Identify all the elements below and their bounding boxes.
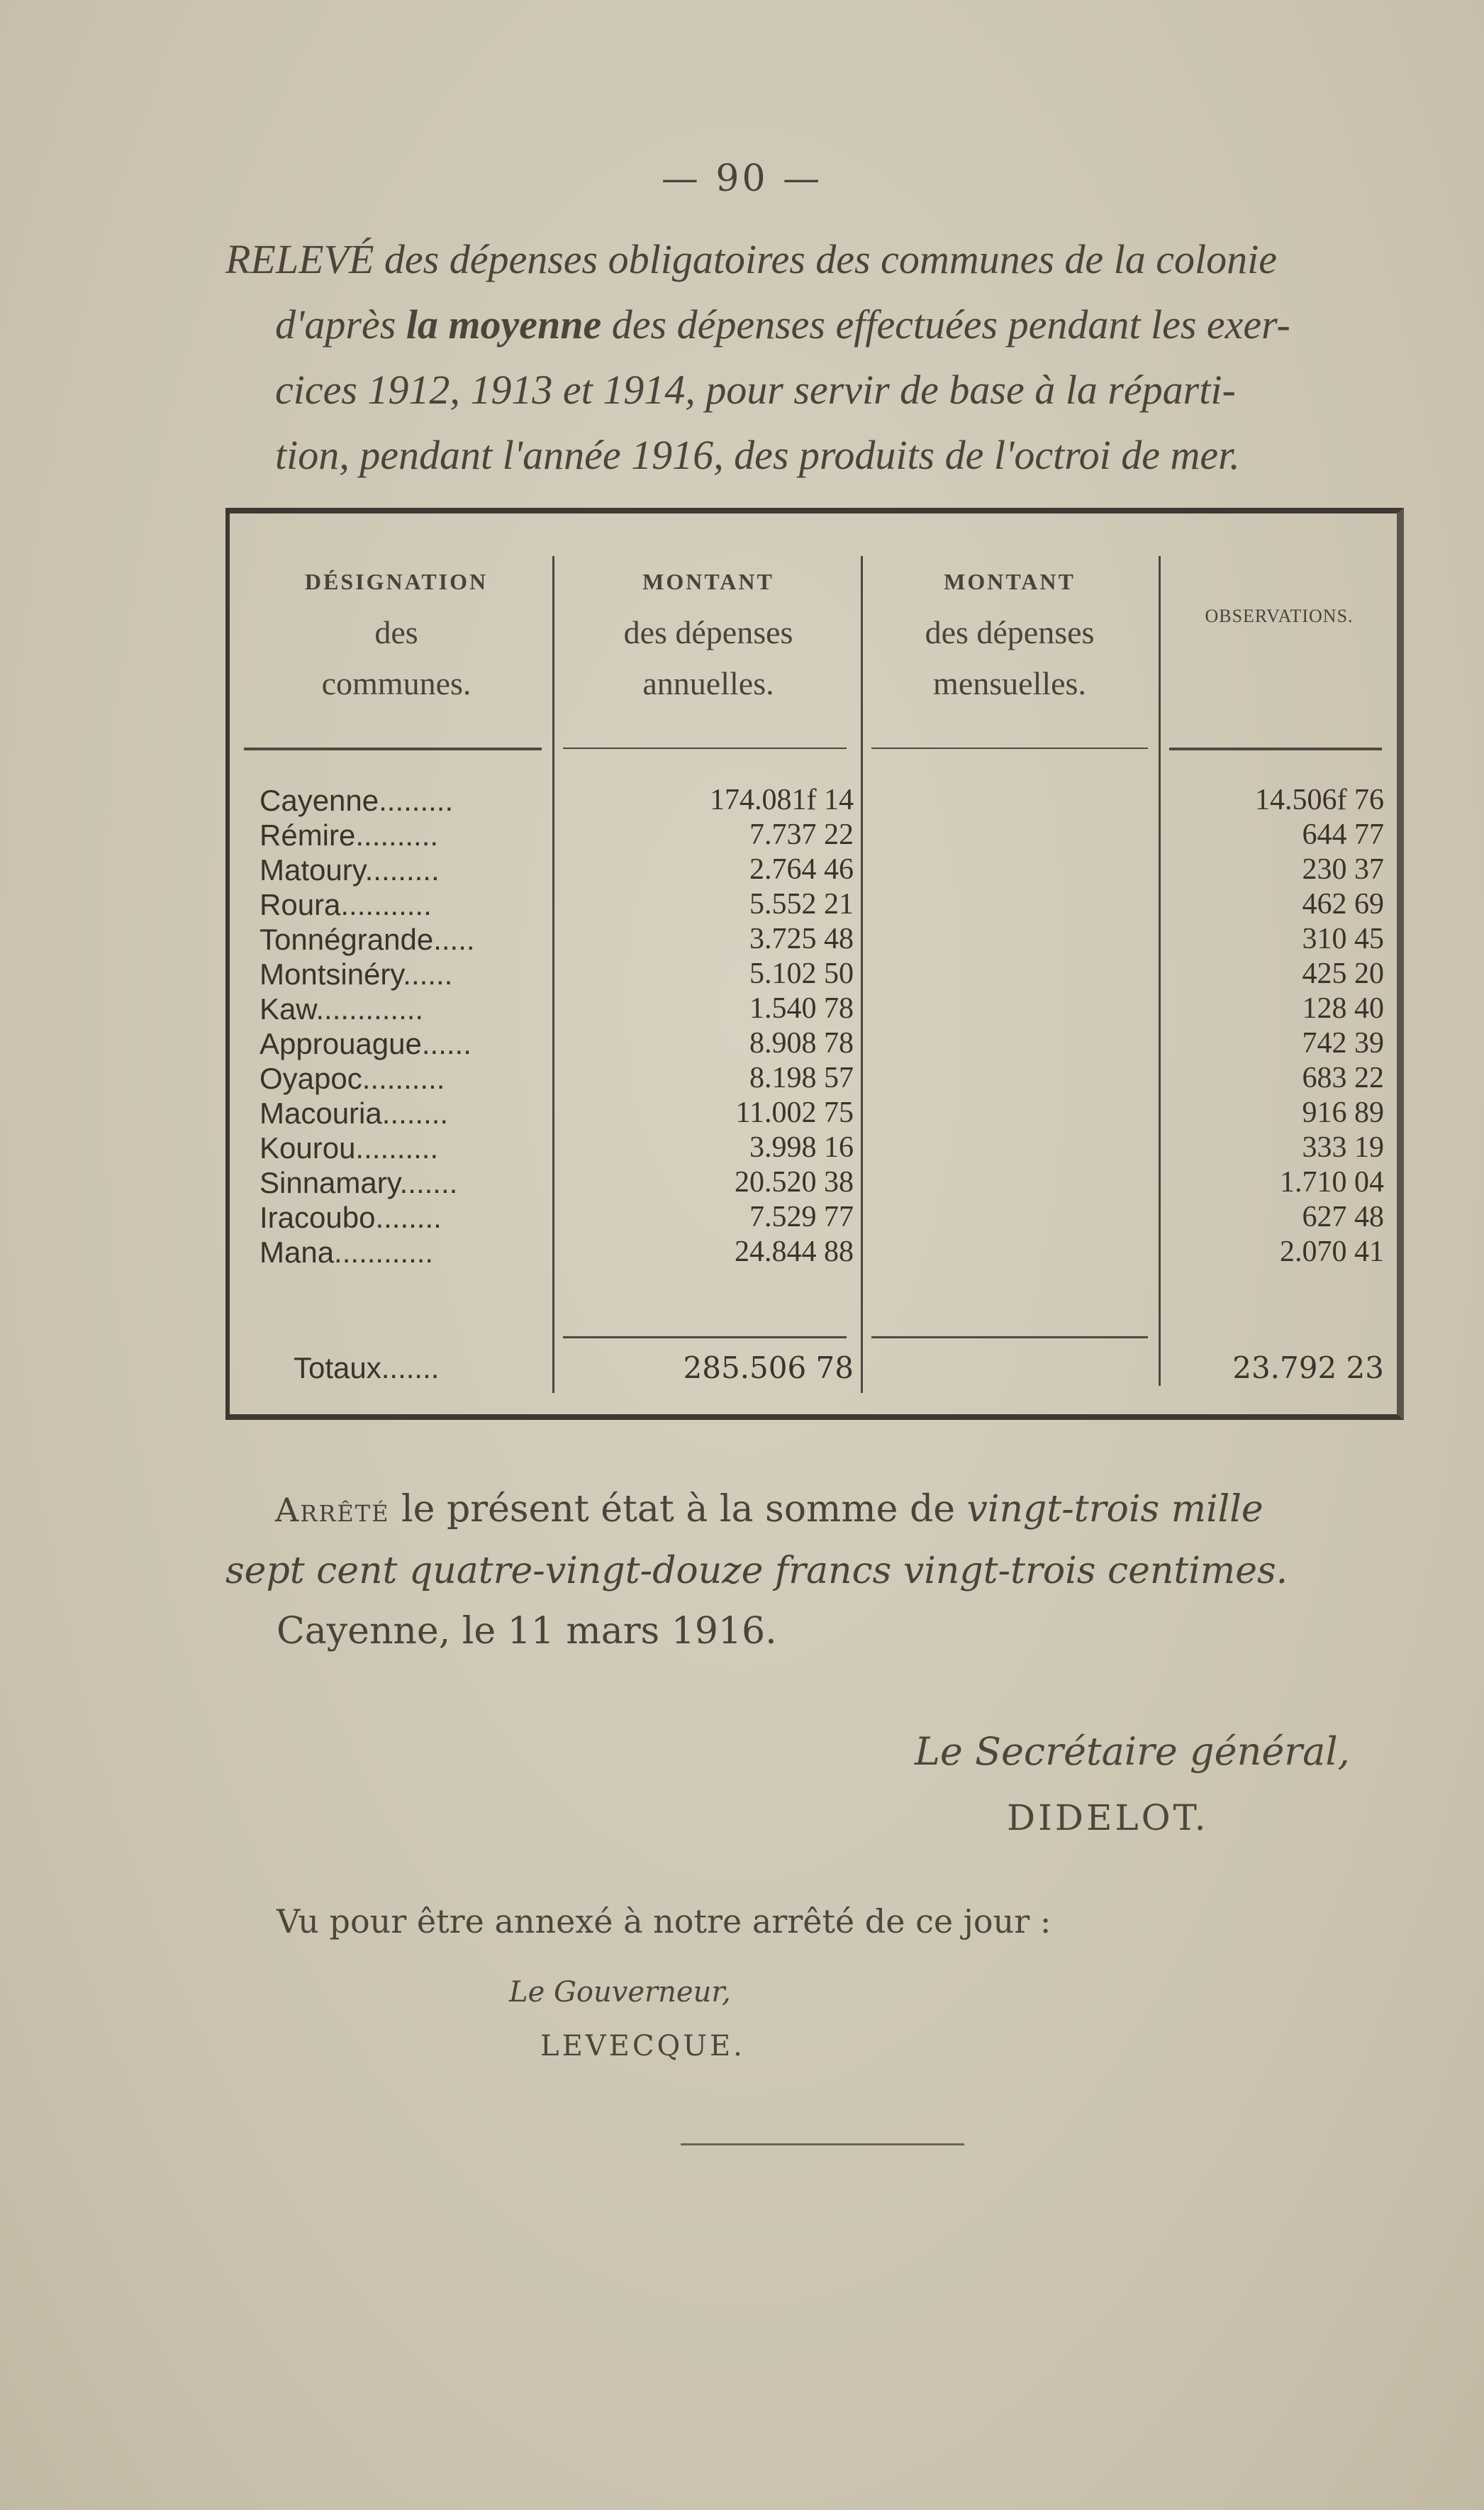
monthly-amount: 14.506f 76 <box>1255 784 1384 816</box>
annual-amount: 1.540 78 <box>749 992 854 1025</box>
commune-name: Cayenne......... <box>260 784 454 817</box>
totals-label: Totaux....... <box>294 1351 440 1384</box>
monthly-amount: 333 19 <box>1302 1131 1384 1164</box>
commune-name: Iracoubo........ <box>260 1201 442 1234</box>
totals-row <box>230 1347 1397 1389</box>
annual-amount: 174.081f 14 <box>710 784 854 816</box>
annual-amount: 3.998 16 <box>749 1131 854 1164</box>
annual-amount: 7.737 22 <box>749 818 854 851</box>
table-row <box>230 957 1397 992</box>
header-annual-1: MONTANT <box>642 569 774 594</box>
commune-name: Tonnégrande..... <box>260 923 475 956</box>
closing-text: le présent état à la somme de <box>389 1488 967 1531</box>
commune-name: Matoury......... <box>260 853 440 887</box>
governor-title: Le Gouverneur, <box>509 1976 731 2009</box>
title-line-3: cices 1912, 1913 et 1914, pour servir de base à la réparti- <box>275 367 1236 413</box>
closing-statement <box>225 1479 1417 1601</box>
table-row <box>230 1131 1397 1165</box>
commune-name: Rémire.......... <box>260 818 439 852</box>
commune-name: Kaw............. <box>260 992 424 1026</box>
header-designation <box>244 556 549 709</box>
header-rule <box>871 748 1148 749</box>
closing-amount-1: vingt-trois mille <box>966 1488 1263 1531</box>
header-monthly <box>864 556 1155 709</box>
closing-line-1 <box>225 1479 1417 1540</box>
monthly-amount: 230 37 <box>1302 853 1384 886</box>
monthly-amount: 742 39 <box>1302 1027 1384 1060</box>
monthly-amount: 2.070 41 <box>1280 1235 1384 1268</box>
header-designation-1: DÉSIGNATION <box>304 569 489 594</box>
table-row <box>230 992 1397 1026</box>
header-annual <box>556 556 861 709</box>
header-monthly-2: des dépenses <box>925 614 1095 650</box>
header-rule <box>1169 748 1382 750</box>
commune-name: Kourou.......... <box>260 1131 439 1165</box>
table-row <box>230 1096 1397 1131</box>
commune-name: Macouria........ <box>260 1096 449 1130</box>
annual-amount: 7.529 77 <box>749 1201 854 1233</box>
commune-name: Montsinéry...... <box>260 957 453 991</box>
annual-amount: 5.552 21 <box>749 888 854 921</box>
header-designation-2: des <box>374 614 418 650</box>
table-row <box>230 818 1397 853</box>
commune-name: Sinnamary....... <box>260 1166 458 1199</box>
monthly-amount: 425 20 <box>1302 957 1384 990</box>
table-row <box>230 783 1397 818</box>
end-rule <box>681 2143 964 2145</box>
header-designation-3: communes. <box>321 665 472 701</box>
commune-name: Roura........... <box>260 888 432 921</box>
header-rule <box>563 748 847 749</box>
annual-amount: 8.908 78 <box>749 1027 854 1060</box>
header-observations-label: OBSERVATIONS. <box>1205 606 1354 626</box>
monthly-amount: 627 48 <box>1302 1201 1384 1233</box>
date-line: Cayenne, le 11 mars 1916. <box>277 1610 777 1653</box>
monthly-amount: 644 77 <box>1302 818 1384 851</box>
header-annual-2: des dépenses <box>623 614 793 650</box>
monthly-amount: 462 69 <box>1302 888 1384 921</box>
page-number: — 90 — <box>661 157 823 200</box>
table-row <box>230 1165 1397 1200</box>
monthly-amount: 128 40 <box>1302 992 1384 1025</box>
monthly-amount: 683 22 <box>1302 1062 1384 1094</box>
expenses-table <box>225 508 1404 1420</box>
annual-amount: 5.102 50 <box>749 957 854 990</box>
secretary-name: DIDELOT. <box>1007 1797 1209 1838</box>
table-row <box>230 887 1397 922</box>
title-line-2-bold: la moyenne <box>396 301 602 348</box>
governor-name: LEVECQUE. <box>540 2030 745 2062</box>
document-title <box>225 227 1417 488</box>
annual-amount: 2.764 46 <box>749 853 854 886</box>
header-rule <box>244 748 542 750</box>
title-line-2-pre: d'après <box>275 301 396 348</box>
annual-amount: 24.844 88 <box>735 1235 854 1268</box>
annex-line: Vu pour être annexé à notre arrêté de ce jour : <box>277 1902 1051 1940</box>
table-row <box>230 1200 1397 1235</box>
annual-amount: 8.198 57 <box>749 1062 854 1094</box>
table-row <box>230 1026 1397 1061</box>
table-row <box>230 1235 1397 1270</box>
header-observations <box>1162 606 1396 627</box>
closing-line-2: sept cent quatre-vingt-douze francs vingt-trois centimes. <box>225 1550 1288 1592</box>
secretary-title: Le Secrétaire général, <box>915 1729 1350 1774</box>
monthly-amount: 1.710 04 <box>1280 1166 1384 1199</box>
arrete-word: Arrêté <box>275 1491 390 1529</box>
totals-annual: 285.506 78 <box>683 1350 854 1385</box>
title-line-2 <box>225 292 1417 357</box>
monthly-amount: 916 89 <box>1302 1096 1384 1129</box>
table-row <box>230 922 1397 957</box>
commune-name: Oyapoc.......... <box>260 1062 445 1095</box>
totals-monthly: 23.792 23 <box>1232 1350 1384 1385</box>
header-monthly-3: mensuelles. <box>933 665 1086 701</box>
annual-amount: 20.520 38 <box>735 1166 854 1199</box>
table-row <box>230 853 1397 887</box>
annual-amount: 3.725 48 <box>749 923 854 955</box>
header-annual-3: annuelles. <box>642 665 774 701</box>
commune-name: Approuague...... <box>260 1027 472 1060</box>
commune-name: Mana............ <box>260 1235 434 1269</box>
title-line-4: tion, pendant l'année 1916, des produits de l'octroi de mer. <box>275 432 1240 478</box>
totals-rule <box>563 1336 847 1338</box>
monthly-amount: 310 45 <box>1302 923 1384 955</box>
annual-amount: 11.002 75 <box>735 1096 854 1129</box>
title-line-2-post: des dépenses effectuées pendant les exer- <box>601 301 1290 348</box>
table-row <box>230 1061 1397 1096</box>
totals-rule <box>871 1336 1148 1338</box>
title-line-1: RELEVÉ des dépenses obligatoires des communes de la colonie <box>225 236 1277 282</box>
header-monthly-1: MONTANT <box>944 569 1076 594</box>
